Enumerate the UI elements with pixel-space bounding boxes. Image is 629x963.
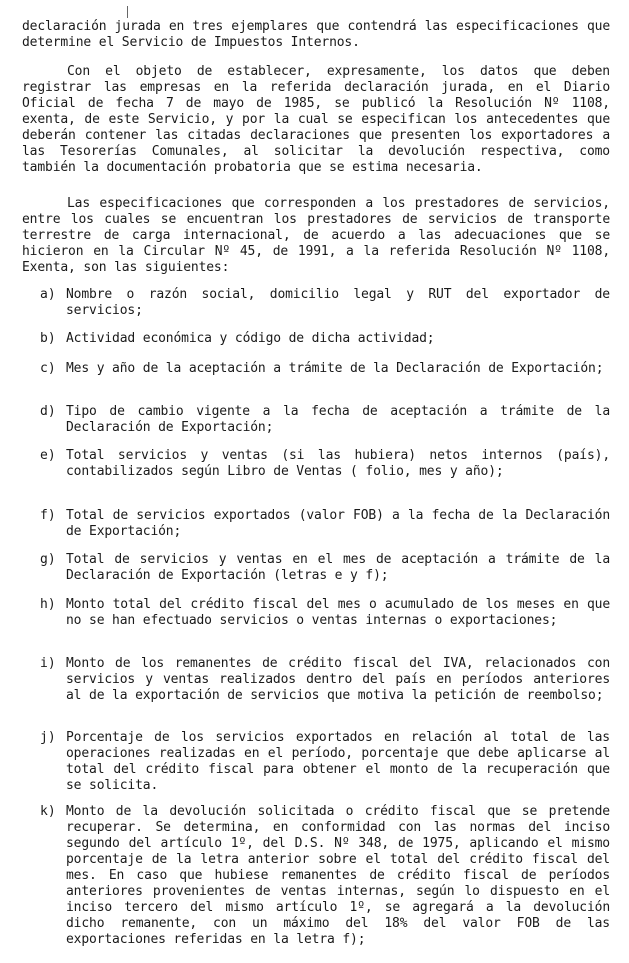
list-marker: f) xyxy=(40,508,56,523)
list-item-f xyxy=(40,508,610,540)
list-item-b xyxy=(40,331,610,347)
list-item-text: Porcentaje de los servicios exportados en relación al total de las operaciones realizadas en el período, porcentaje que debe aplicarse al total del crédito fiscal para obtener el monto de la recuperación que se solicita. xyxy=(66,730,610,793)
list-item-h xyxy=(40,597,610,629)
list-marker: h) xyxy=(40,597,56,612)
list-marker: a) xyxy=(40,287,56,302)
list-item-a xyxy=(40,287,610,319)
list-item-text: Total servicios y ventas (si las hubiera) netos internos (país), contabilizados según Libro de Ventas ( folio, mes y año); xyxy=(66,448,610,479)
list-item-text: Mes y año de la aceptación a trámite de la Declaración de Exportación; xyxy=(66,361,604,376)
scan-mark xyxy=(127,6,128,18)
list-item-text: Nombre o razón social, domicilio legal y RUT del exportador de servicios; xyxy=(66,287,610,318)
list-item-c xyxy=(40,361,610,377)
list-item-g xyxy=(40,552,610,584)
list-item-k xyxy=(40,804,610,948)
list-item-text: Total de servicios exportados (valor FOB) a la fecha de la Declaración de Exportación; xyxy=(66,508,610,539)
list-item-i xyxy=(40,656,610,704)
list-marker: g) xyxy=(40,552,56,567)
list-marker: j) xyxy=(40,730,56,745)
paragraph-intro: declaración jurada en tres ejemplares que contendrá las especificaciones que determine el Servicio de Impuestos Internos. xyxy=(22,19,610,50)
list-item-text: Tipo de cambio vigente a la fecha de aceptación a trámite de la Declaración de Exportación; xyxy=(66,404,610,435)
list-marker: b) xyxy=(40,331,56,346)
list-item-text: Monto total del crédito fiscal del mes o acumulado de los meses en que no se han efectuado servicios o ventas internas o exportaciones; xyxy=(66,597,610,628)
paragraph-specifications: Las especificaciones que corresponden a los prestadores de servicios, entre los cuales se encuentran los prestadores de servicios de transporte terrestre de carga internacional, de acuerdo a las adecuaciones que se hicieron en la Circular Nº 45, de 1991, a la referida Resolución Nº 1108, Exenta, son las siguientes: xyxy=(22,196,610,275)
paragraph-resolution: Con el objeto de establecer, expresamente, los datos que deben registrar las empresas en la referida declaración jurada, en el Diario Oficial de fecha 7 de mayo de 1985, se publicó la Resolución Nº 1108, exenta, de este Servicio, y por la cual se especifican los antecedentes que deberán contener las citadas declaraciones que presenten los exportadores a las Tesorerías Comunales, al solicitar la devolución respectiva, como también la documentación probatoria que se estima necesaria. xyxy=(22,64,610,175)
list-marker: k) xyxy=(40,804,56,819)
list-item-text: Actividad económica y código de dicha actividad; xyxy=(66,331,435,346)
list-marker: e) xyxy=(40,448,56,463)
list-marker: i) xyxy=(40,656,56,671)
list-marker: d) xyxy=(40,404,56,419)
list-item-e xyxy=(40,448,610,480)
list-marker: c) xyxy=(40,361,56,376)
list-item-d xyxy=(40,404,610,436)
list-item-j xyxy=(40,730,610,794)
list-item-text: Monto de la devolución solicitada o crédito fiscal que se pretende recuperar. Se determina, en conformidad con las normas del inciso segundo del artículo 1º, del D.S. Nº 348, de 1975, aplicando el mismo porcentaje de la letra anterior sobre el total del crédito fiscal del mes. En caso que hubiese remanentes de crédito fiscal de períodos anteriores provenientes de ventas internas, según lo dispuesto en el inciso tercero del mismo artículo 1º, se agregará a la devolución dicho remanente, con un máximo del 18% del valor FOB de las exportaciones referidas en la letra f); xyxy=(66,804,610,947)
list-item-text: Monto de los remanentes de crédito fiscal del IVA, relacionados con servicios y ventas realizados dentro del país en períodos anteriores al de la exportación de servicios que motiva la petición de reembolso; xyxy=(66,656,610,703)
list-item-text: Total de servicios y ventas en el mes de aceptación a trámite de la Declaración de Exportación (letras e y f); xyxy=(66,552,610,583)
